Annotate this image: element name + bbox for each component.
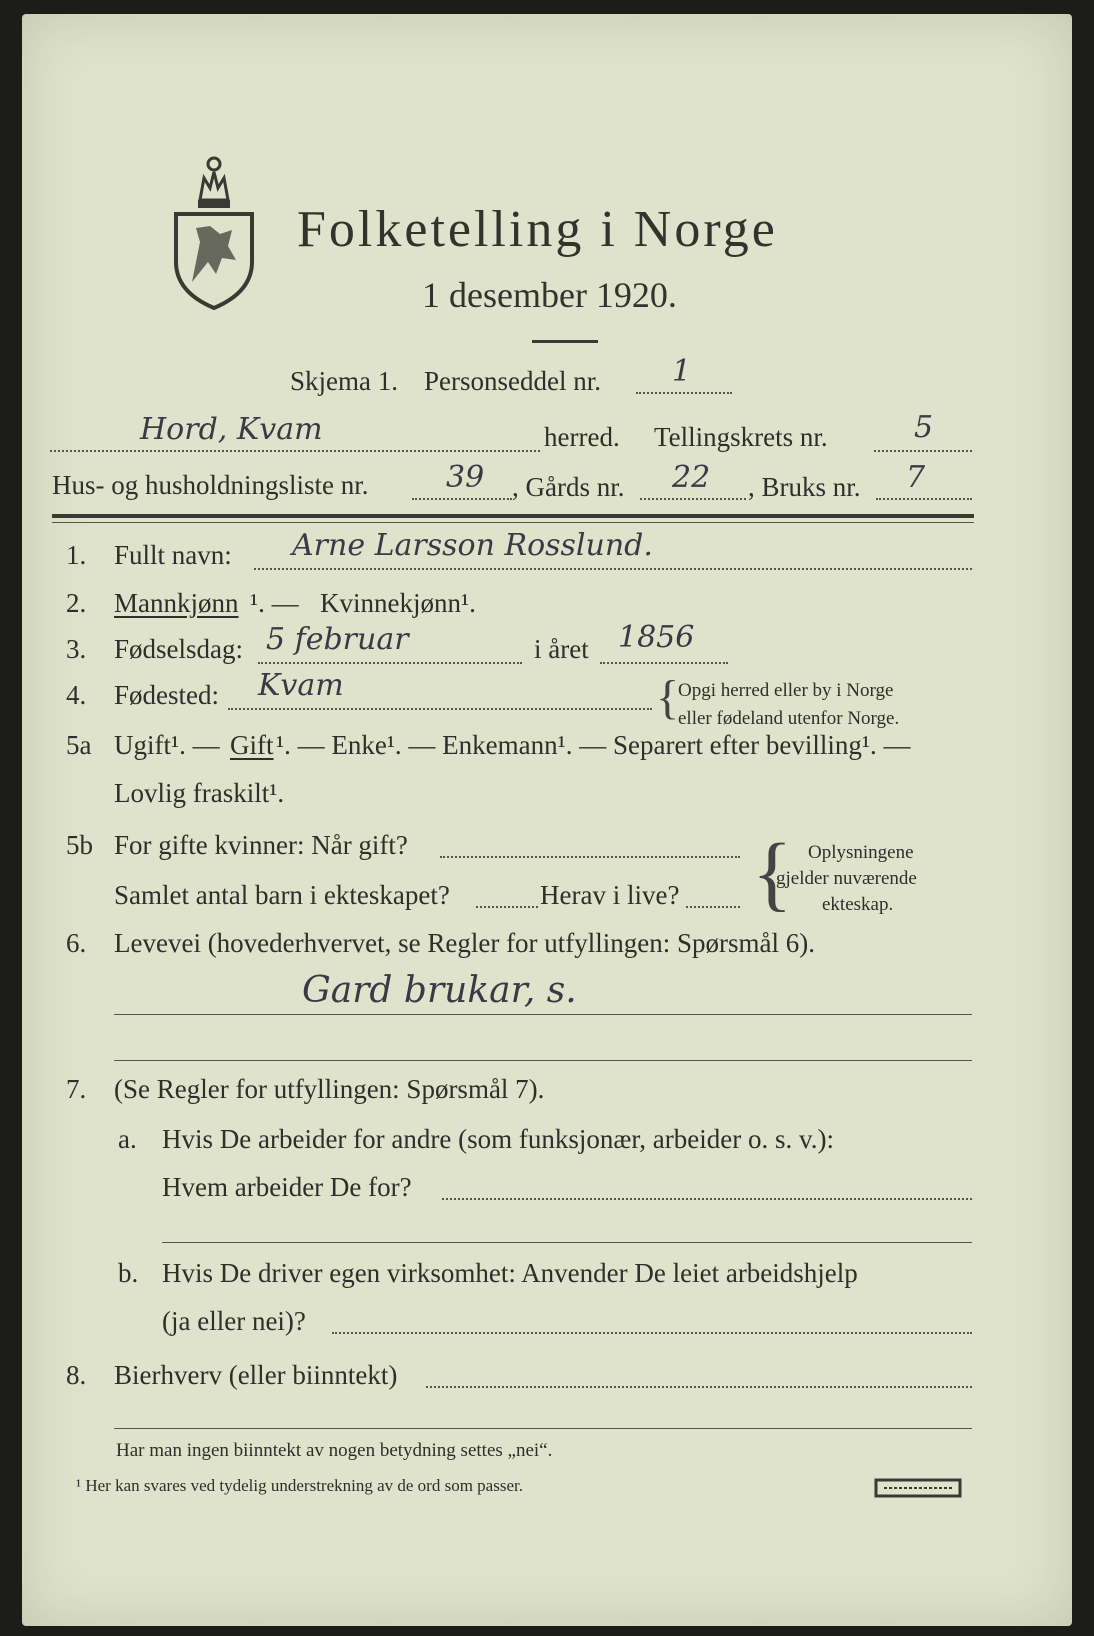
q4-note-line2: eller fødeland utenfor Norge. xyxy=(678,708,900,729)
q5b-alive-label: Herav i live? xyxy=(540,880,680,910)
q2-number: 2. xyxy=(66,588,87,618)
bruks-label: , Bruks nr. xyxy=(748,472,861,502)
bruks-value: 7 xyxy=(906,460,926,495)
q3-date-line xyxy=(258,662,522,664)
q7a-employer-label: Hvem arbeider De for? xyxy=(162,1172,412,1202)
q1-value: Arne Larsson Rosslund. xyxy=(292,528,653,563)
q3-year-line xyxy=(600,662,728,664)
q6-line1 xyxy=(114,1014,972,1015)
q3-number: 3. xyxy=(66,634,87,664)
q4-note-line1: Opgi herred eller by i Norge xyxy=(678,680,894,701)
personseddel-line xyxy=(636,392,732,394)
q5b-when-line xyxy=(440,856,740,858)
q2-separator: ¹. — xyxy=(250,588,299,618)
q7b-label: Hvis De driver egen virksomhet: Anvender De leiet arbeidshjelp xyxy=(162,1258,858,1288)
q3-year-value: 1856 xyxy=(618,620,695,655)
q7a-number: a. xyxy=(118,1124,137,1154)
q4-brace: { xyxy=(656,671,680,724)
section-rule-top xyxy=(52,514,974,518)
q5b-note-line1: Oplysningene xyxy=(808,842,914,863)
q6-label: Levevei (hovederhvervet, se Regler for utfyllingen: Spørsmål 6). xyxy=(114,928,816,958)
personseddel-value: 1 xyxy=(672,354,692,389)
section-rule-bottom xyxy=(52,522,974,523)
q2-option-mannkjonn: Mannkjønn xyxy=(114,588,239,618)
q8-number: 8. xyxy=(66,1360,87,1390)
q1-number: 1. xyxy=(66,540,87,570)
hus-label: Hus- og husholdningsliste nr. xyxy=(52,470,369,500)
q4-number: 4. xyxy=(66,680,87,710)
q1-label: Fullt navn: xyxy=(114,540,232,570)
q3-year-label: i året xyxy=(534,634,589,664)
tellingskrets-label: Tellingskrets nr. xyxy=(654,422,828,452)
q8-extra-line xyxy=(114,1428,972,1429)
q3-label: Fødselsdag: xyxy=(114,634,244,664)
q4-line xyxy=(228,708,652,710)
q7-number: 7. xyxy=(66,1074,87,1104)
q7b-number: b. xyxy=(118,1258,139,1288)
q4-value: Kvam xyxy=(258,668,344,703)
q8-note: Har man ingen biinntekt av nogen betydning settes „nei“. xyxy=(116,1440,553,1461)
personseddel-label: Personseddel nr. xyxy=(424,366,601,396)
q7b-line xyxy=(332,1332,972,1334)
bruks-line xyxy=(876,498,972,500)
herred-label: herred. xyxy=(544,422,620,452)
printer-stamp-icon xyxy=(874,1476,964,1500)
tellingskrets-line xyxy=(874,450,972,452)
q5b-children-label: Samlet antal barn i ekteskapet? xyxy=(114,880,450,910)
q5a-options: ¹. — Enke¹. — Enkemann¹. — Separert efter bevilling¹. — xyxy=(276,730,911,760)
q1-line xyxy=(254,568,972,570)
tellingskrets-value: 5 xyxy=(914,410,934,445)
q5b-number: 5b xyxy=(66,830,93,860)
q5a-number: 5a xyxy=(66,730,92,760)
q6-number: 6. xyxy=(66,928,87,958)
herred-value: Hord, Kvam xyxy=(140,412,323,447)
q8-line xyxy=(426,1386,972,1388)
q7b-yesno-label: (ja eller nei)? xyxy=(162,1306,306,1336)
gards-line xyxy=(640,498,746,500)
herred-line xyxy=(50,450,540,452)
q5b-note-line3: ekteskap. xyxy=(822,894,894,915)
q4-label: Fødested: xyxy=(114,680,219,710)
form-title: Folketelling i Norge xyxy=(297,201,778,258)
q3-value: 5 februar xyxy=(266,622,409,657)
q5a-fraskilt: Lovlig fraskilt¹. xyxy=(114,778,285,808)
census-form xyxy=(22,14,1072,1626)
q5b-alive-line xyxy=(686,906,740,908)
form-date: 1 desember 1920. xyxy=(422,275,677,315)
q6-value: Gard brukar, s. xyxy=(302,970,577,1011)
q5a-ugift: Ugift¹. — xyxy=(114,730,220,760)
q2-option-kvinnekjonn: Kvinnekjønn¹. xyxy=(320,588,476,618)
q5b-when-married: For gifte kvinner: Når gift? xyxy=(114,830,408,860)
q7a-label: Hvis De arbeider for andre (som funksjonær, arbeider o. s. v.): xyxy=(162,1124,834,1154)
hus-line xyxy=(412,498,512,500)
q5b-children-line xyxy=(476,906,538,908)
q6-line2 xyxy=(114,1060,972,1061)
q8-label: Bierhverv (eller biinntekt) xyxy=(114,1360,398,1390)
q7-label: (Se Regler for utfyllingen: Spørsmål 7). xyxy=(114,1074,545,1104)
title-divider xyxy=(532,340,598,343)
gards-label: , Gårds nr. xyxy=(512,472,625,502)
q7a-employer-line xyxy=(442,1198,972,1200)
skjema-label: Skjema 1. xyxy=(290,366,398,396)
coat-of-arms-icon xyxy=(170,142,258,312)
q5a-gift: Gift xyxy=(230,730,274,760)
q5b-brace: { xyxy=(752,827,793,920)
q5b-note-line2: gjelder nuværende xyxy=(776,868,917,889)
footer-note: ¹ Her kan svares ved tydelig understrekning av de ord som passer. xyxy=(76,1476,523,1495)
gards-value: 22 xyxy=(672,460,711,495)
q7a-extra-line xyxy=(162,1242,972,1243)
hus-value: 39 xyxy=(446,460,485,495)
